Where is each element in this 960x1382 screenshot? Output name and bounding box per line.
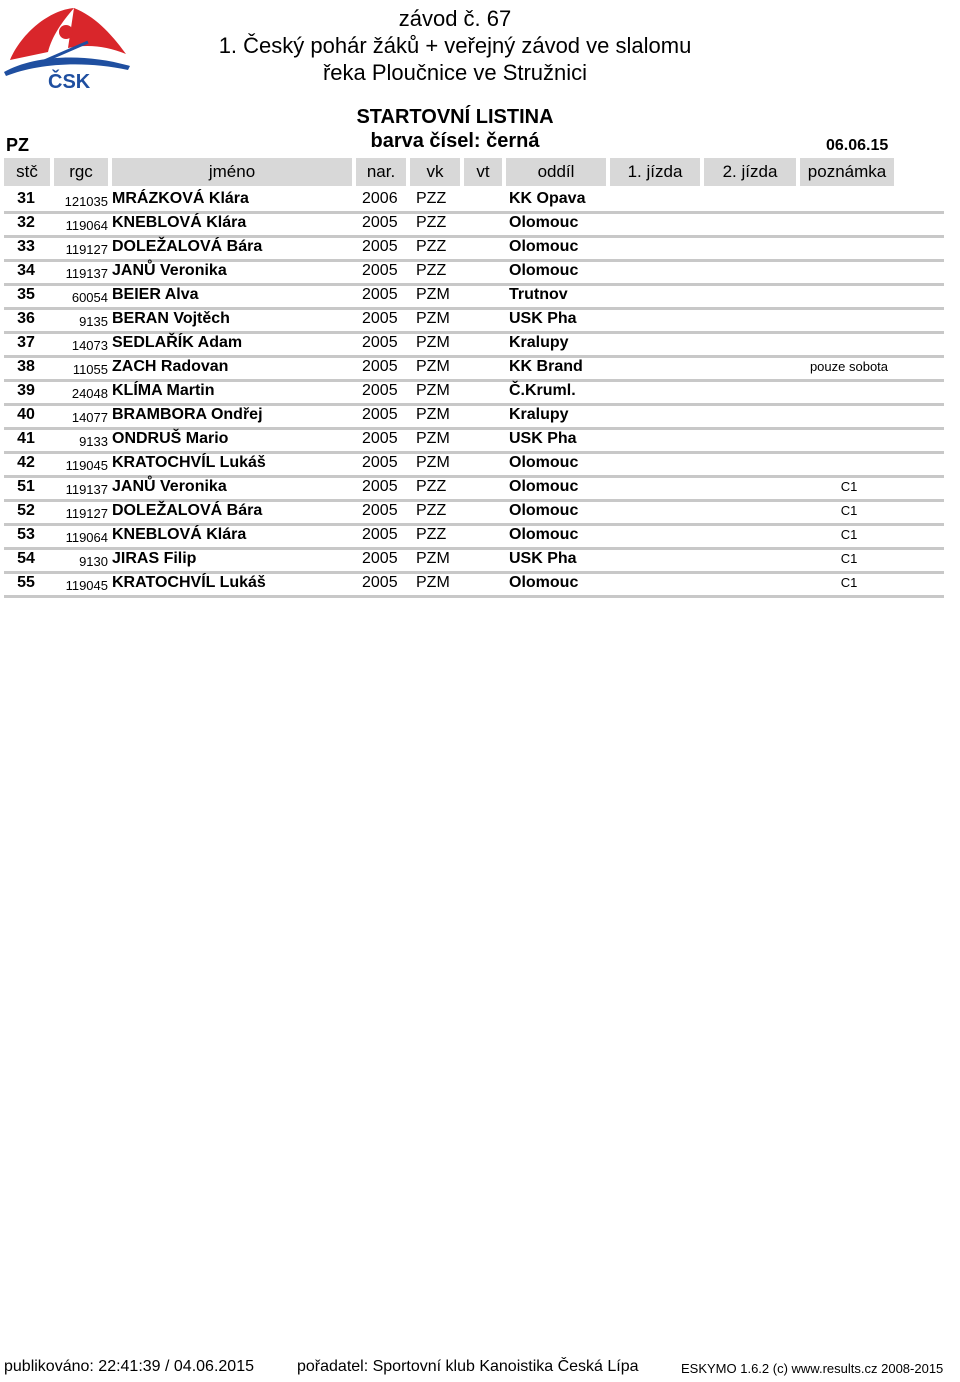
club: Kralupy xyxy=(509,334,569,351)
birth-year: 2006 xyxy=(362,190,398,207)
race-date: 06.06.15 xyxy=(826,137,889,154)
col-header-note: poznámka xyxy=(800,158,894,186)
col-header-club: oddíl xyxy=(506,158,606,186)
registration-id: 9135 xyxy=(79,314,108,329)
club: Trutnov xyxy=(509,286,568,303)
registration-id: 119045 xyxy=(65,578,108,593)
birth-year: 2005 xyxy=(362,238,398,255)
note: pouze sobota xyxy=(809,359,889,374)
table-row xyxy=(4,523,944,550)
table-row xyxy=(4,547,944,574)
start-number: 32 xyxy=(17,214,35,231)
start-number: 39 xyxy=(17,382,35,399)
competitor-name: JANŮ Veronika xyxy=(112,478,227,495)
start-number: 35 xyxy=(17,286,35,303)
club: USK Pha xyxy=(509,550,577,567)
club: USK Pha xyxy=(509,430,577,447)
birth-year: 2005 xyxy=(362,430,398,447)
competitor-name: BRAMBORA Ondřej xyxy=(112,406,263,423)
boat-category: PZM xyxy=(416,358,450,375)
competitor-name: JIRAS Filip xyxy=(112,550,197,567)
birth-year: 2005 xyxy=(362,286,398,303)
list-title: STARTOVNÍ LISTINA xyxy=(356,106,554,128)
published-timestamp: publikováno: 22:41:39 / 04.06.2015 xyxy=(4,1358,254,1375)
start-number: 38 xyxy=(17,358,35,375)
competitor-name: DOLEŽALOVÁ Bára xyxy=(112,502,263,519)
start-number: 41 xyxy=(17,430,35,447)
table-row xyxy=(4,187,944,214)
organizer: pořadatel: Sportovní klub Kanoistika Česká Lípa xyxy=(297,1358,639,1375)
table-row xyxy=(4,331,944,358)
boat-category: PZM xyxy=(416,382,450,399)
start-number: 36 xyxy=(17,310,35,327)
club: Olomouc xyxy=(509,502,579,519)
club: KK Brand xyxy=(509,358,583,375)
boat-category: PZZ xyxy=(416,478,447,495)
competitor-name: SEDLAŘÍK Adam xyxy=(112,334,243,351)
logo-text: ČSK xyxy=(48,71,91,90)
registration-id: 119137 xyxy=(65,266,108,281)
competitor-name: JANŮ Veronika xyxy=(112,262,227,279)
club: Olomouc xyxy=(509,238,579,255)
note: C1 xyxy=(840,575,858,590)
col-header-nar: nar. xyxy=(356,158,406,186)
birth-year: 2005 xyxy=(362,334,398,351)
registration-id: 60054 xyxy=(71,290,108,305)
club: Olomouc xyxy=(509,262,579,279)
start-number: 33 xyxy=(17,238,35,255)
club: Olomouc xyxy=(509,478,579,495)
birth-year: 2005 xyxy=(362,382,398,399)
software-credit: ESKYMO 1.6.2 (c) www.results.cz 2008-2015 xyxy=(681,1361,944,1376)
table-row xyxy=(4,571,944,598)
table-row xyxy=(4,235,944,262)
club: Kralupy xyxy=(509,406,569,423)
note: C1 xyxy=(840,551,858,566)
table-row xyxy=(4,211,944,238)
table-row xyxy=(4,355,944,382)
registration-id: 119064 xyxy=(65,218,108,233)
boat-category: PZM xyxy=(416,286,450,303)
boat-category: PZZ xyxy=(416,262,447,279)
birth-year: 2005 xyxy=(362,358,398,375)
registration-id: 14077 xyxy=(71,410,108,425)
table-row xyxy=(4,307,944,334)
registration-id: 9133 xyxy=(79,434,108,449)
col-header-name: jméno xyxy=(112,158,352,186)
start-number: 31 xyxy=(17,190,35,207)
col-header-vk: vk xyxy=(410,158,460,186)
birth-year: 2005 xyxy=(362,454,398,471)
col-header-stc: stč xyxy=(4,158,50,186)
table-row xyxy=(4,403,944,430)
table-row xyxy=(4,427,944,454)
boat-category: PZM xyxy=(416,550,450,567)
competitor-name: MRÁZKOVÁ Klára xyxy=(112,190,249,207)
club: USK Pha xyxy=(509,310,577,327)
competitor-name: KNEBLOVÁ Klára xyxy=(112,214,247,231)
registration-id: 14073 xyxy=(71,338,108,353)
birth-year: 2005 xyxy=(362,310,398,327)
start-number: 52 xyxy=(17,502,35,519)
note: C1 xyxy=(840,527,858,542)
start-number: 40 xyxy=(17,406,35,423)
start-number: 54 xyxy=(17,550,35,567)
birth-year: 2005 xyxy=(362,214,398,231)
club: Olomouc xyxy=(509,574,579,591)
boat-category: PZZ xyxy=(416,238,447,255)
club: Olomouc xyxy=(509,454,579,471)
table-row xyxy=(4,475,944,502)
col-header-run1: 1. jízda xyxy=(610,158,700,186)
boat-category: PZM xyxy=(416,574,450,591)
birth-year: 2005 xyxy=(362,526,398,543)
note: C1 xyxy=(840,479,858,494)
boat-category: PZZ xyxy=(416,190,447,207)
competitor-name: KLÍMA Martin xyxy=(112,382,215,399)
boat-category: PZM xyxy=(416,334,450,351)
boat-category: PZM xyxy=(416,406,450,423)
registration-id: 24048 xyxy=(71,386,108,401)
registration-id: 119045 xyxy=(65,458,108,473)
registration-id: 119127 xyxy=(65,242,108,257)
registration-id: 119137 xyxy=(65,482,108,497)
birth-year: 2005 xyxy=(362,574,398,591)
birth-year: 2005 xyxy=(362,406,398,423)
race-number: závod č. 67 xyxy=(398,6,512,31)
competitor-name: ZACH Radovan xyxy=(112,358,229,375)
boat-category: PZZ xyxy=(416,214,447,231)
col-header-rgc: rgc xyxy=(54,158,108,186)
birth-year: 2005 xyxy=(362,478,398,495)
col-header-run2: 2. jízda xyxy=(704,158,796,186)
boat-category: PZM xyxy=(416,454,450,471)
table-row xyxy=(4,451,944,478)
table-row xyxy=(4,259,944,286)
boat-category: PZZ xyxy=(416,502,447,519)
table-row xyxy=(4,283,944,310)
boat-category: PZM xyxy=(416,310,450,327)
start-number: 34 xyxy=(17,262,35,279)
competitor-name: DOLEŽALOVÁ Bára xyxy=(112,238,263,255)
race-location: řeka Ploučnice ve Stružnici xyxy=(322,60,588,85)
registration-id: 11055 xyxy=(72,362,108,377)
club: Olomouc xyxy=(509,214,579,231)
registration-id: 119127 xyxy=(65,506,108,521)
birth-year: 2005 xyxy=(362,262,398,279)
table-row xyxy=(4,499,944,526)
competitor-name: BEIER Alva xyxy=(112,286,199,303)
birth-year: 2005 xyxy=(362,550,398,567)
note: C1 xyxy=(840,503,858,518)
competitor-name: KRATOCHVÍL Lukáš xyxy=(112,454,266,471)
boat-category: PZZ xyxy=(416,526,447,543)
registration-id: 9130 xyxy=(79,554,108,569)
category-label: PZ xyxy=(6,135,30,155)
start-number: 55 xyxy=(17,574,35,591)
club: KK Opava xyxy=(509,190,586,207)
registration-id: 121035 xyxy=(64,194,108,209)
registration-id: 119064 xyxy=(65,530,108,545)
bib-color: barva čísel: černá xyxy=(370,130,540,152)
competitor-name: KNEBLOVÁ Klára xyxy=(112,526,247,543)
start-number: 51 xyxy=(17,478,35,495)
col-header-vt: vt xyxy=(464,158,502,186)
start-number: 53 xyxy=(17,526,35,543)
competitor-name: KRATOCHVÍL Lukáš xyxy=(112,574,266,591)
competitor-name: BERAN Vojtěch xyxy=(112,310,230,327)
table-row xyxy=(4,379,944,406)
race-name: 1. Český pohár žáků + veřejný závod ve slalomu xyxy=(218,33,692,58)
start-number: 42 xyxy=(17,454,35,471)
birth-year: 2005 xyxy=(362,502,398,519)
competitor-name: ONDRUŠ Mario xyxy=(112,430,229,447)
start-number: 37 xyxy=(17,334,35,351)
boat-category: PZM xyxy=(416,430,450,447)
club: Č.Kruml. xyxy=(509,382,576,399)
club: Olomouc xyxy=(509,526,579,543)
